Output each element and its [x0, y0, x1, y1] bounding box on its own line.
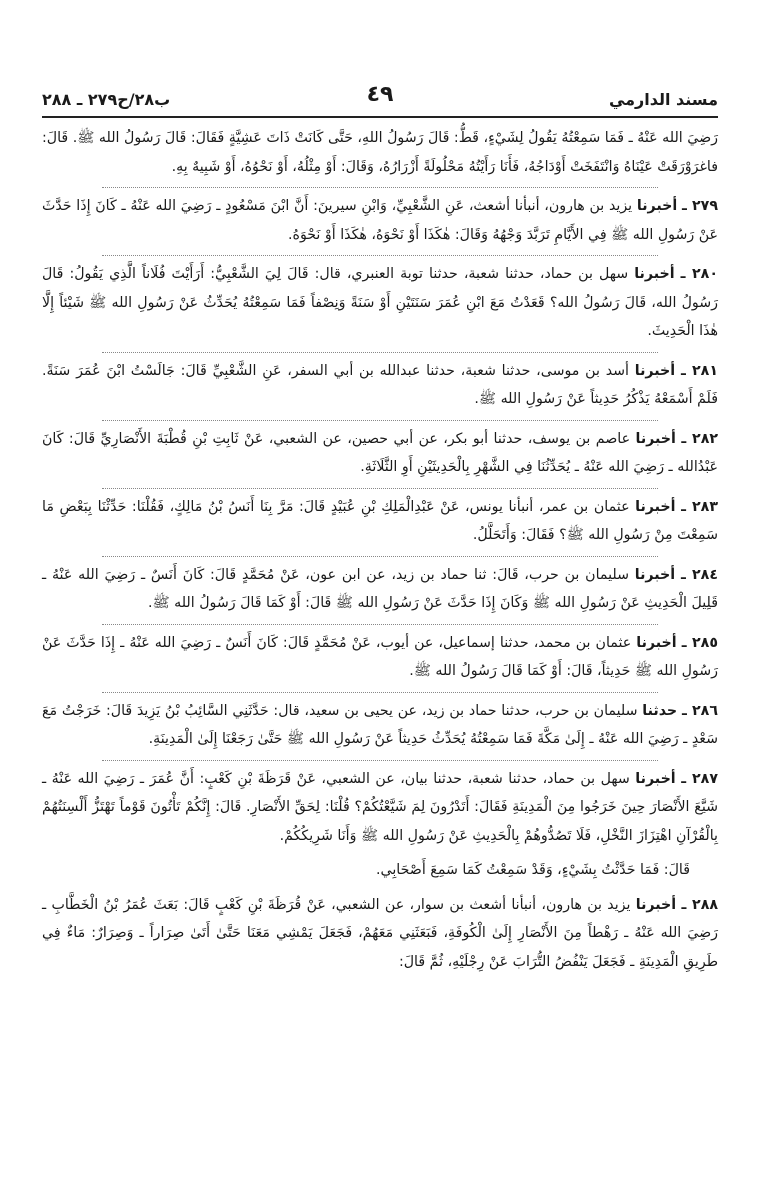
separator — [102, 187, 658, 188]
hadith-288 — [42, 891, 718, 977]
hadith-lead: أخبرنا — [636, 198, 678, 214]
hadith-lead: أخبرنا — [634, 266, 675, 282]
hadith-number: ٢٨٤ ـ — [680, 566, 718, 583]
hadith-283 — [42, 493, 718, 550]
separator — [102, 255, 658, 256]
separator — [102, 352, 658, 353]
hadith-text: أسد بن موسى، حدثنا شعبة، حدثنا عبدالله بن أبي السفر، عَنِ الشَّعْبِيِّ قَالَ: جَالَسْتُ ابْنَ عُمَرَ سَنَةً. فَلَمْ أَسْمَعْهُ يَذْكُرُ حَدِيثاً عَنْ رَسُولِ الله ﷺ. — [42, 362, 718, 407]
hadith-text: عثمان بن محمد، حدثنا إسماعيل، عن أيوب، عَنْ مُحَمَّدٍ قَالَ: كَانَ أَنَسٌ ـ رَضِيَ الله عَنْهُ ـ إِذَا حَدَّثَ عَنْ رَسُولِ الله ﷺ حَدِيثاً، قَالَ: أَوْ كَمَا قَالَ رَسُولُ الله ﷺ. — [42, 634, 718, 679]
hadith-number: ٢٨٠ ـ — [680, 266, 718, 282]
hadith-lead: حدثنا — [642, 702, 678, 719]
paragraph-text: رَضِيَ الله عَنْهُ ـ فَمَا سَمِعْتُهُ يَقُولُ لِشَيْءٍ، قَطُّ: قَالَ رَسُولُ اللهِ، حَتَّى كَانَتْ ذَاتَ عَشِيَّةٍ فَقَالَ: قَالَ رَسُولُ الله ﷺ. قَالَ: فاغرَوْرَقَتْ عَيْنَاهُ وَانْتَفَخَتْ أَوْدَاجُهُ، فَأَنَا رَأَيْتُهُ مَحْلُولَةً أَزْرَارُهُ، وَقَالَ: أَوْ مِثْلُهُ، أَوْ نَحْوُهُ، أَوْ شَبِيهٌ بِهِ. — [42, 130, 718, 175]
hadith-287 — [42, 765, 718, 851]
hadith-286 — [42, 697, 718, 754]
book-title: مسند الدارمي — [608, 90, 718, 109]
separator — [102, 420, 658, 421]
hadith-number: ٢٨١ ـ — [680, 362, 718, 379]
page-number: ٤٩ — [366, 82, 394, 107]
hadith-text: سليمان بن حرب، قَالَ: ثنا حماد بن زيد، عن ابن عون، عَنْ مُحَمَّدٍ قَالَ: كَانَ أَنَسٌ ـ رَضِيَ الله عَنْهُ ـ قَلِيلَ الْحَدِيثِ عَنْ رَسُولِ الله ﷺ وَكَانَ إِذَا حَدَّثَ عَنْ رَسُولِ الله ﷺ قَالَ: أَوْ كَمَا قَالَ رَسُولُ الله ﷺ. — [42, 566, 718, 611]
hadith-lead: أخبرنا — [635, 430, 676, 447]
paragraph-continuation — [42, 124, 718, 181]
page-header — [42, 82, 718, 114]
separator — [102, 692, 658, 693]
hadith-lead: أخبرنا — [635, 498, 676, 515]
hadith-284 — [42, 561, 718, 618]
separator — [102, 760, 658, 761]
hadith-lead: أخبرنا — [634, 362, 676, 379]
separator — [102, 488, 658, 489]
hadith-number: ٢٧٩ ـ — [681, 198, 718, 214]
hadith-280 — [42, 260, 718, 346]
page-body — [42, 124, 718, 976]
hadith-text: سليمان بن حرب، حدثنا حماد بن زيد، عن يحيى بن سعيد، قال: حَدَّثَنِي السَّائِبُ بْنُ يَزِيدَ قَالَ: خَرَجْتُ مَعَ سَعْدٍ ـ رَضِيَ الله عَنْهُ ـ إِلَىٰ مَكَّةَ فَمَا سَمِعْتُهُ يُحَدِّثُ حَدِيثاً عَنْ رَسُولِ الله ﷺ حَتَّىٰ رَجَعْنَا إِلَىٰ الْمَدِينَةِ. — [42, 702, 718, 747]
hadith-281 — [42, 357, 718, 414]
separator — [102, 624, 658, 625]
hadith-text: يزيد بن هارون، أنبأنا أشعث، عَنِ الشَّعْبِيِّ، وَابْنِ سيرينَ: أَنَّ ابْنَ مَسْعُودٍ ـ رَضِيَ الله عَنْهُ ـ كَانَ إِذَا حَدَّثَ عَنْ رَسُولِ الله ﷺ فِي الأَيَّامِ تَرَبَّدَ وَجْهُهُ وَقَالَ: هٰكَذَا أَوْ نَحْوَهُ، هٰكَذَا أَوْ نَحْوَهُ. — [42, 198, 718, 243]
hadith-number: ٢٨٢ ـ — [681, 430, 719, 447]
hadith-range-reference: ب٢٨/ح٢٧٩ ـ ٢٨٨ — [42, 90, 171, 109]
hadith-number: ٢٨٥ ـ — [681, 634, 718, 651]
hadith-number: ٢٨٦ ـ — [681, 702, 718, 719]
hadith-number: ٢٨٧ ـ — [681, 770, 718, 787]
hadith-lead: أخبرنا — [635, 896, 677, 913]
hadith-number: ٢٨٨ ـ — [681, 896, 719, 913]
hadith-text: سهل بن حماد، حدثنا شعبة، حدثنا توبة العنبري، قال: قَالَ لِيَ الشَّعْبِيُّ: أَرَأَيْتَ فُلَاناً الَّذِي يَقُولُ: قَالَ رَسُولُ الله، قَالَ رَسُولُ الله؟ قَعَدْتُ مَعَ ابْنِ عُمَرَ سَنَتَيْنِ أَوْ سَنَةً وَنِصْفاً فَمَا سَمِعْتُهُ يُحَدِّثُ عَنْ رَسُولِ الله ﷺ شَيْئاً إِلَّا هٰذَا الْحَدِيثَ. — [42, 266, 718, 339]
hadith-279 — [42, 192, 718, 249]
header-rule — [42, 116, 718, 118]
hadith-text: سهل بن حماد، حدثنا شعبة، حدثنا بيان، عن الشعبي، عَنْ قَرَظَةَ بْنِ كَعْبٍ: أَنَّ عُمَرَ ـ رَضِيَ الله عَنْهُ ـ شَيَّعَ الأَنْصَارَ حِينَ خَرَجُوا مِنَ الْمَدِينَةِ فَقَالَ: أَتَدْرُونَ لِمَ شَيَّعْتُكُمْ؟ قُلْنَا: لِحَقِّ الأَنْصَارِ. قَالَ: إِنَّكُمْ تَأْتُونَ قَوْماً تَهْتَزُّ أَلْسِنَتُهُمْ بِالْقُرْآنِ اهْتِزَازَ النَّخْلِ، فَلَا تَصُدُّوهُمْ بِالْحَدِيثِ عَنْ رَسُولِ الله ﷺ وَأَنَا شَرِيكُكُمْ. — [42, 770, 718, 844]
hadith-text: عاصم بن يوسف، حدثنا أبو بكر، عن أبي حصين، عن الشعبي، عَنْ ثَابِتِ بْنِ قُطْبَةَ الأَنْصَارِيِّ قَالَ: كَانَ عَبْدُالله ـ رَضِيَ الله عَنْهُ ـ يُحَدِّثُنَا فِي الشَّهْرِ بِالْحَدِيثَيْنِ أَوِ الثَّلَاثَةِ. — [42, 430, 718, 475]
hadith-287-continuation — [42, 856, 718, 885]
hadith-285 — [42, 629, 718, 686]
paragraph-text: قَالَ: فَمَا حَدَّثْتُ بِشَيْءٍ، وَقَدْ سَمِعْتُ كَمَا سَمِعَ أَصْحَابِي. — [376, 862, 690, 878]
hadith-number: ٢٨٣ ـ — [681, 498, 718, 515]
hadith-lead: أخبرنا — [636, 634, 677, 651]
hadith-lead: أخبرنا — [634, 566, 676, 583]
separator — [102, 556, 658, 557]
hadith-lead: أخبرنا — [635, 770, 676, 787]
hadith-text: عثمان بن عمر، أنبأنا يونس، عَنْ عَبْدِالْمَلِكِ بْنِ عُبَيْدٍ قَالَ: مَرَّ بِنَا أَنَسُ بْنُ مَالِكٍ، فَقُلْنَا: حَدِّثْنَا بِبَعْضِ مَا سَمِعْتَ مِنْ رَسُولِ الله ﷺ؟ فَقَالَ: وَأَتَحَلَّلُ. — [42, 498, 718, 543]
hadith-282 — [42, 425, 718, 482]
hadith-text: يزيد بن هارون، أنبأنا أشعث بن سوار، عن الشعبي، عَنْ قُرَظَةَ بْنِ كَعْبٍ قَالَ: بَعَثَ عُمَرُ بْنُ الْخَطَّابِ ـ رَضِيَ الله عَنْهُ ـ رَهْطاً مِنَ الأَنْصَارِ إِلَىٰ الْكُوفَةِ، فَبَعَثَنِي مَعَهُمْ، فَجَعَلَ يَمْشِي مَعَنَا حَتَّىٰ أَتَىٰ صِرَاراً ـ وَصِرَارٌ: مَاءٌ فِي طَرِيقِ الْمَدِينَةِ ـ فَجَعَلَ يَنْفُضُ التُّرَابَ عَنْ رِجْلَيْهِ، ثُمَّ قَالَ: — [42, 896, 718, 970]
